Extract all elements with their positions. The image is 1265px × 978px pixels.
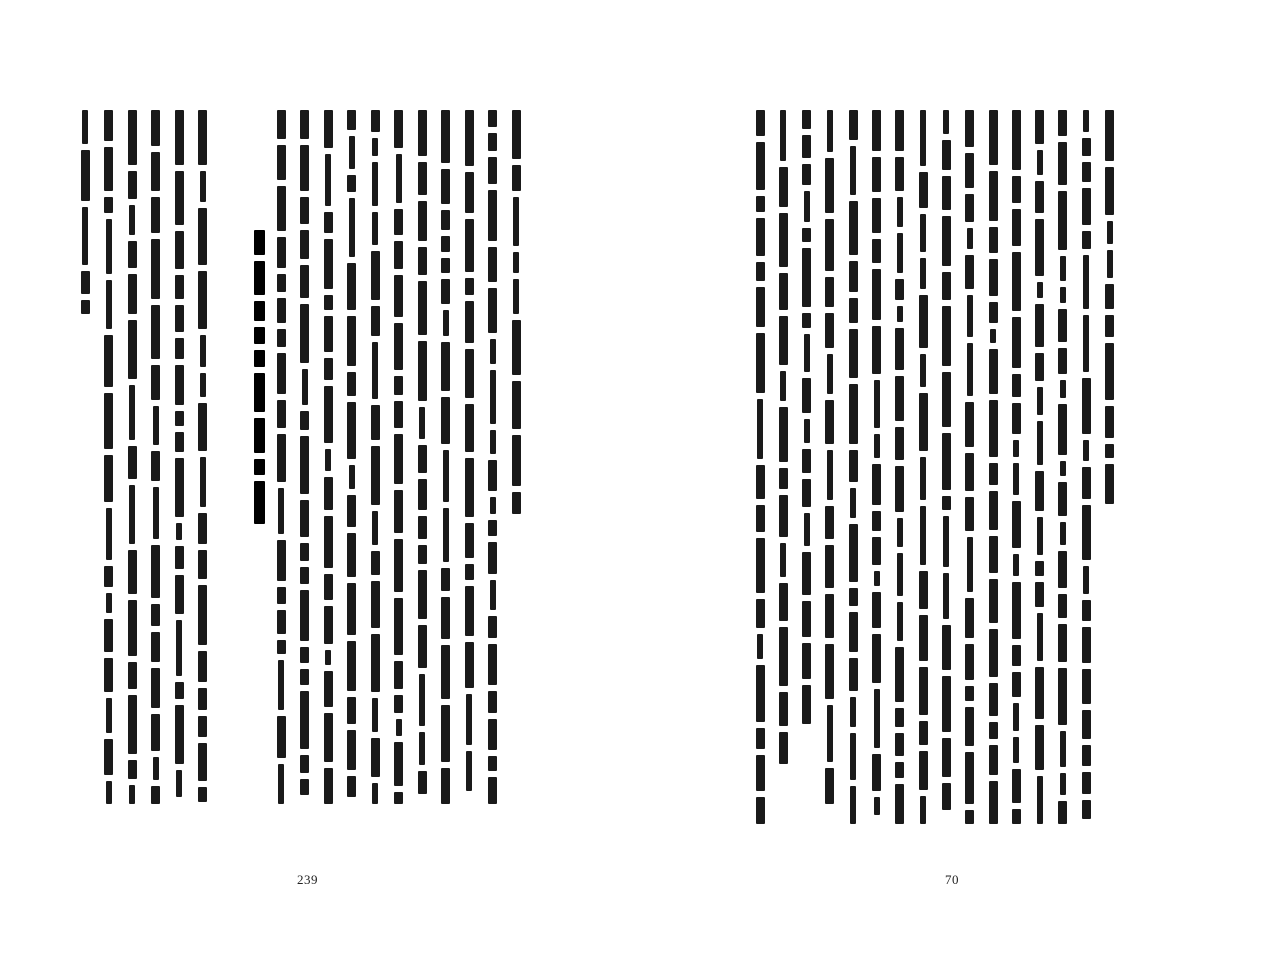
right-page xyxy=(633,0,1265,978)
text-line xyxy=(151,110,161,810)
text-line xyxy=(755,110,765,830)
text-line xyxy=(848,110,858,830)
text-line xyxy=(174,110,184,803)
text-line xyxy=(511,110,521,520)
text-line xyxy=(417,110,427,800)
text-line xyxy=(347,110,357,803)
text-line xyxy=(802,110,812,730)
text-line xyxy=(918,110,928,830)
right-page-text-block xyxy=(755,110,1125,820)
text-line xyxy=(988,110,998,830)
text-line xyxy=(441,110,451,810)
text-line xyxy=(323,110,333,810)
text-line xyxy=(80,110,90,320)
page-number: 70 xyxy=(945,872,959,887)
page-number: 239 xyxy=(297,872,318,887)
left-page xyxy=(0,0,632,978)
text-line xyxy=(778,110,788,770)
text-line xyxy=(1058,110,1068,830)
text-line xyxy=(127,110,137,810)
text-line xyxy=(825,110,835,810)
text-line xyxy=(1081,110,1091,825)
text-line xyxy=(370,110,380,810)
text-line xyxy=(941,110,951,816)
section-heading xyxy=(252,230,266,530)
text-line xyxy=(965,110,975,830)
text-line xyxy=(872,110,882,821)
text-line xyxy=(488,110,498,810)
text-line xyxy=(1105,110,1115,510)
text-line xyxy=(1035,110,1045,830)
text-line xyxy=(104,110,114,810)
text-line xyxy=(300,110,310,801)
text-line xyxy=(276,110,286,810)
text-line xyxy=(394,110,404,810)
text-line xyxy=(198,110,208,808)
text-line xyxy=(464,110,474,797)
text-line xyxy=(895,110,905,830)
text-line xyxy=(1011,110,1021,830)
